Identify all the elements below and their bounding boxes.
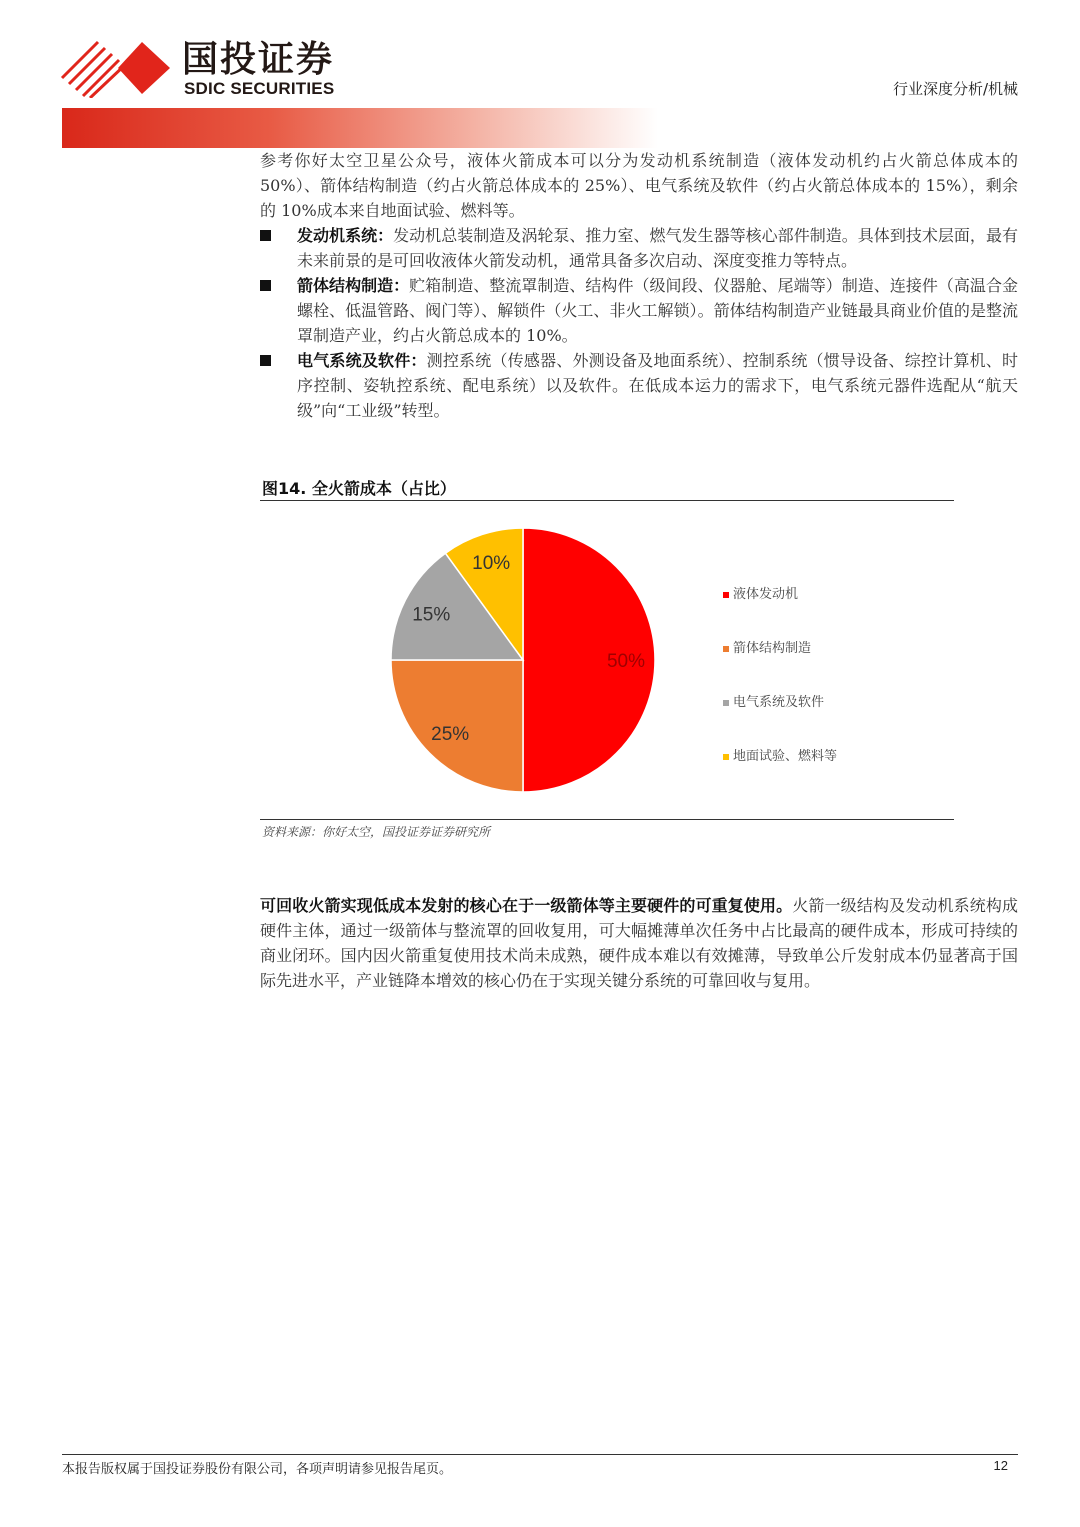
intro-paragraph: 参考你好太空卫星公众号，液体火箭成本可以分为发动机系统制造（液体发动机约占火箭总体成本的 50%）、箭体结构制造（约占火箭总体成本的 25%）、电气系统及软件（约占火箭总体成本的 15%），剩余的 10%成本来自地面试验、燃料等。 — [260, 151, 1018, 220]
company-logo — [60, 38, 360, 102]
bullet-engine — [260, 223, 1018, 273]
header-band — [62, 108, 658, 148]
bullet-text: 发动机总装制造及涡轮泵、推力室、燃气发生器等核心部件制造。具体到技术层面，最有未来前景的是可回收液体火箭发动机，通常具备多次启动、深度变推力等特点。 — [297, 226, 1018, 270]
logo-text-cn: 国投证券 — [182, 39, 335, 80]
logo-mark-icon — [60, 38, 180, 98]
pie-legend — [723, 586, 837, 764]
pie-chart — [260, 501, 954, 819]
bullet-title: 电气系统及软件： — [297, 351, 427, 370]
bullet-title: 箭体结构制造： — [297, 276, 410, 295]
legend-swatch-4 — [723, 754, 729, 760]
pie-slice-label-2: 25% — [431, 723, 470, 745]
pie-slice-label-4: 10% — [472, 553, 511, 575]
bullet-text: 测控系统（传感器、外测设备及地面系统）、控制系统（惯导设备、综控计算机、时序控制、姿轨控系统、配电系统）以及软件。在低成本运力的需求下，电气系统元器件选配从“航天级”向“工业级”转型。 — [297, 351, 1018, 420]
bullet-square-icon — [260, 230, 271, 241]
intro-section — [260, 148, 1018, 423]
logo-text-en: SDIC SECURITIES — [184, 79, 335, 98]
legend-label-1: 液体发动机 — [733, 587, 799, 602]
page-number: 12 — [993, 1458, 1008, 1473]
report-category: 行业深度分析/机械 — [892, 80, 1018, 98]
legend-swatch-1 — [723, 592, 729, 598]
legend-label-3: 电气系统及软件 — [733, 695, 825, 710]
legend-swatch-2 — [723, 646, 729, 652]
pie-slice-label-3: 15% — [412, 604, 451, 626]
closing-text: 火箭一级结构及发动机系统构成硬件主体，通过一级箭体与整流罩的回收复用，可大幅摊薄单次任务中占比最高的硬件成本，形成可持续的商业闭环。国内因火箭重复使用技术尚未成熟，硬件成本难以有效摊薄，导致单公斤发射成本仍显著高于国际先进水平，产业链降本增效的核心仍在于实现关键分系统的可靠回收与复用。 — [260, 896, 1018, 990]
legend-label-4: 地面试验、燃料等 — [733, 749, 838, 764]
closing-paragraph — [260, 893, 1018, 993]
bullet-text: 贮箱制造、整流罩制造、结构件（级间段、仪器舱、尾端等）制造、连接件（高温合金螺栓、低温管路、阀门等）、解锁件（火工、非火工解锁）。箭体结构制造产业链最具商业价值的是整流罩制造产业，约占火箭总成本的 10%。 — [297, 276, 1018, 345]
bullet-square-icon — [260, 355, 271, 366]
bullet-title: 发动机系统： — [297, 226, 394, 245]
figure-source: 资料来源：你好太空，国投证券证券研究所 — [262, 825, 491, 839]
figure-bottom-rule — [260, 819, 954, 820]
footer-disclaimer: 本报告版权属于国投证券股份有限公司，各项声明请参见报告尾页。 — [62, 1462, 453, 1477]
pie-slice-label-1: 50% — [606, 651, 645, 672]
legend-swatch-3 — [723, 700, 729, 706]
legend-label-2: 箭体结构制造 — [733, 641, 812, 656]
footer-rule — [62, 1454, 1018, 1455]
bullet-electrical — [260, 348, 1018, 423]
closing-lead: 可回收火箭实现低成本发射的核心在于一级箭体等主要硬件的可重复使用。 — [260, 896, 793, 915]
closing-section — [260, 893, 1018, 993]
bullet-square-icon — [260, 280, 271, 291]
bullet-structure — [260, 273, 1018, 348]
figure-title: 图14. 全火箭成本（占比） — [262, 479, 456, 498]
